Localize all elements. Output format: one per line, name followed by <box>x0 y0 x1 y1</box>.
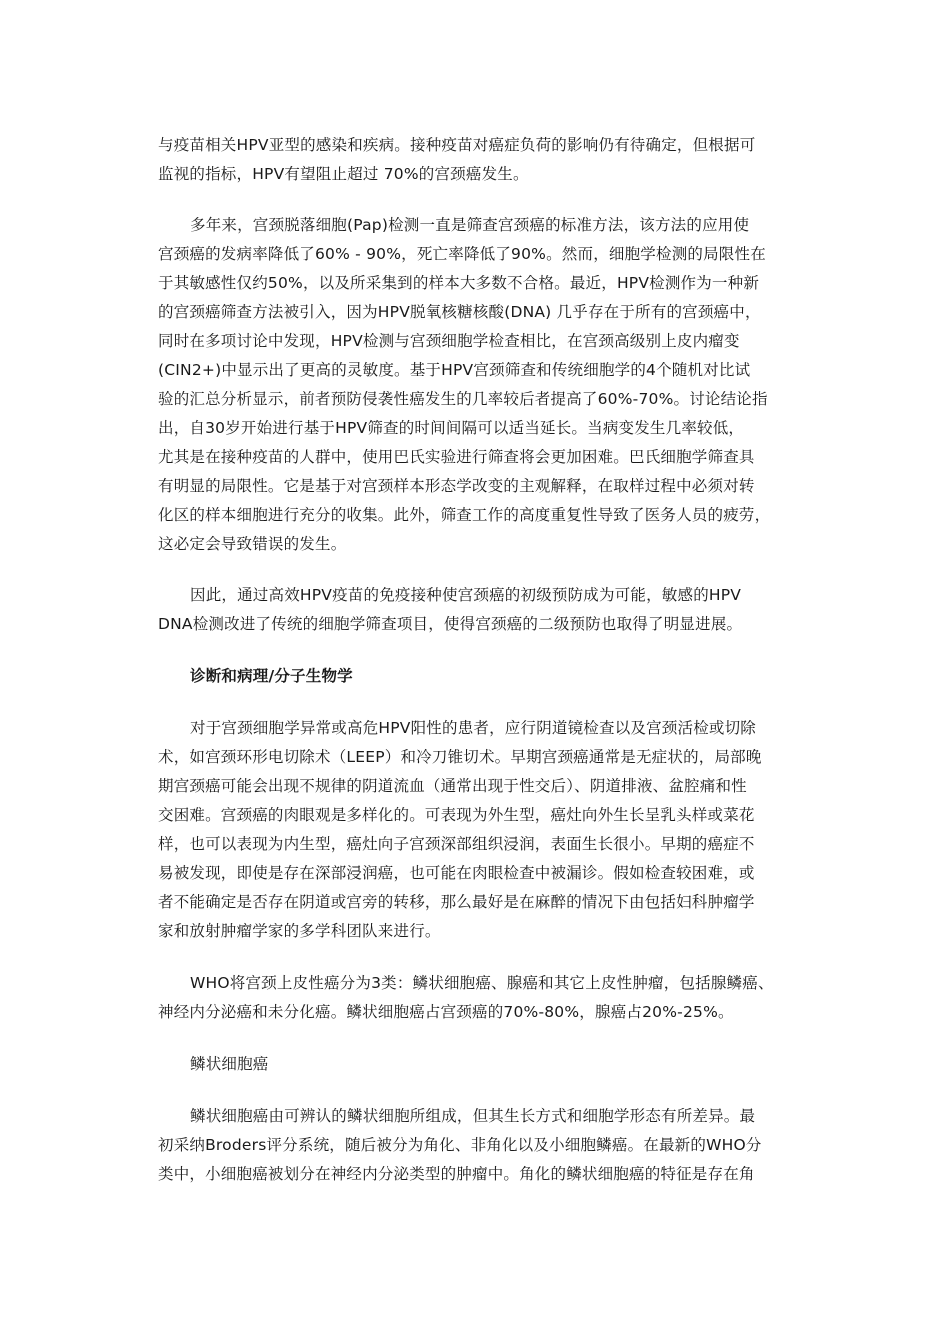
paragraph-line: 多年来，宫颈脱落细胞(Pap)检测一直是筛查宫颈癌的标准方法，该方法的应用使 <box>190 216 750 234</box>
paragraph-line: 于其敏感性仅约50%，以及所采集到的样本大多数不合格。最近，HPV检测作为一种新 <box>158 274 760 292</box>
paragraph-line: 化区的样本细胞进行充分的收集。此外，筛查工作的高度重复性导致了医务人员的疲劳， <box>158 506 771 524</box>
paragraph-line: 初采纳Broders评分系统，随后被分为角化、非角化以及小细胞鳞癌。在最新的WHO分 <box>158 1136 762 1154</box>
paragraph-line: 验的汇总分析显示，前者预防侵袭性癌发生的几率较后者提高了60%-70%。讨论结论指 <box>158 390 768 408</box>
paragraph-line: 尤其是在接种疫苗的人群中，使用巴氏实验进行筛查将会更加困难。巴氏细胞学筛查具 <box>158 448 755 466</box>
paragraph-line: 这必定会导致错误的发生。 <box>158 535 347 553</box>
paragraph-line: 对于宫颈细胞学异常或高危HPV阳性的患者，应行阴道镜检查以及宫颈活检或切除 <box>190 719 757 737</box>
paragraph-line: 期宫颈癌可能会出现不规律的阴道流血（通常出现于性交后）、阴道排液、盆腔痛和性 <box>158 777 747 795</box>
paragraph-line: (CIN2+)中显示出了更高的灵敏度。基于HPV宫颈筛查和传统细胞学的4个随机对比试 <box>158 361 751 379</box>
paragraph-line: 神经内分泌癌和未分化癌。鳞状细胞癌占宫颈癌的70%-80%，腺癌占20%-25%。 <box>158 1003 734 1021</box>
paragraph-line: 交困难。宫颈癌的肉眼观是多样化的。可表现为外生型，癌灶向外生长呈乳头样或菜花 <box>158 806 755 824</box>
paragraph-line: 者不能确定是否存在阴道或宫旁的转移，那么最好是在麻醉的情况下由包括妇科肿瘤学 <box>158 893 755 911</box>
paragraph-line: WHO将宫颈上皮性癌分为3类：鳞状细胞癌、腺癌和其它上皮性肿瘤，包括腺鳞癌、 <box>190 974 774 992</box>
paragraph-line: 样，也可以表现为内生型，癌灶向子宫颈深部组织浸润，表面生长很小。早期的癌症不 <box>158 835 755 853</box>
paragraph-line: DNA检测改进了传统的细胞学筛查项目，使得宫颈癌的二级预防也取得了明显进展。 <box>158 615 743 633</box>
paragraph-line: 术，如宫颈环形电切除术（LEEP）和冷刀锥切术。早期宫颈癌通常是无症状的，局部晚 <box>158 748 762 766</box>
paragraph-line: 的宫颈癌筛查方法被引入，因为HPV脱氧核糖核酸(DNA) 几乎存在于所有的宫颈癌中， <box>158 303 761 321</box>
paragraph-line: 宫颈癌的发病率降低了60% - 90%，死亡率降低了90%。然而，细胞学检测的局限性在 <box>158 245 766 263</box>
paragraph-line: 类中，小细胞癌被划分在神经内分泌类型的肿瘤中。角化的鳞状细胞癌的特征是存在角 <box>158 1165 755 1183</box>
paragraph-line: 因此，通过高效HPV疫苗的免疫接种使宫颈癌的初级预防成为可能，敏感的HPV <box>190 586 742 604</box>
section-heading: 诊断和病理/分子生物学 <box>190 667 353 685</box>
paragraph-line: 有明显的局限性。它是基于对宫颈样本形态学改变的主观解释，在取样过程中必须对转 <box>158 477 755 495</box>
subsection-heading: 鳞状细胞癌 <box>190 1055 269 1073</box>
paragraph-line: 鳞状细胞癌由可辨认的鳞状细胞所组成，但其生长方式和细胞学形态有所差异。最 <box>190 1107 756 1125</box>
paragraph-line: 与疫苗相关HPV亚型的感染和疾病。接种疫苗对癌症负荷的影响仍有待确定，但根据可 <box>158 136 756 154</box>
paragraph-line: 出，自30岁开始进行基于HPV筛查的时间间隔可以适当延长。当病变发生几率较低， <box>158 419 745 437</box>
paragraph-line: 家和放射肿瘤学家的多学科团队来进行。 <box>158 922 441 940</box>
paragraph-line: 同时在多项讨论中发现，HPV检测与宫颈细胞学检查相比，在宫颈高级别上皮内瘤变 <box>158 332 740 350</box>
paragraph-line: 监视的指标，HPV有望阻止超过 70%的宫颈癌发生。 <box>158 165 529 183</box>
paragraph-line: 易被发现，即使是存在深部浸润癌，也可能在肉眼检查中被漏诊。假如检查较困难，或 <box>158 864 755 882</box>
